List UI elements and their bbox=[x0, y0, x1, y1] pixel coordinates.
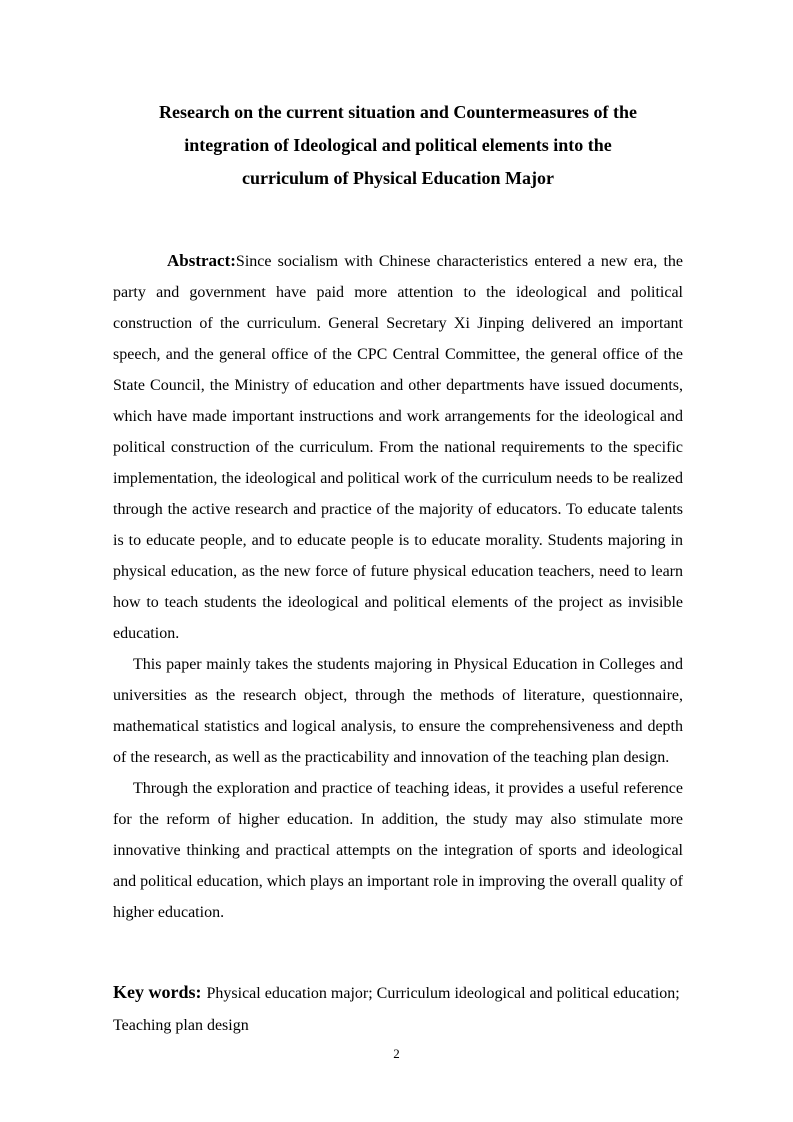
paper-title-line-3: curriculum of Physical Education Major bbox=[242, 168, 554, 188]
keywords-section bbox=[113, 976, 683, 1042]
paper-title-line-2: integration of Ideological and political elements into the bbox=[184, 135, 612, 155]
paper-title bbox=[113, 0, 683, 195]
keywords-label: Key words: bbox=[113, 982, 202, 1002]
abstract-section bbox=[113, 245, 683, 928]
keywords-text: Physical education major; Curriculum ideological and political education; Teaching plan design bbox=[113, 985, 680, 1034]
page-content bbox=[113, 0, 683, 1042]
abstract-label: Abstract: bbox=[167, 251, 236, 270]
abstract-paragraph-1 bbox=[113, 245, 683, 649]
abstract-paragraph-1-text: Since socialism with Chinese characteristics entered a new era, the party and government have paid more attention to the ideological and political construction of the curriculum. General Secretary Xi Jinping delivered an important speech, and the general office of the CPC Central Committee, the general office of the State Council, the Ministry of education and other departments have issued documents, which have made important instructions and work arrangements for the ideological and political construction of the curriculum. From the national requirements to the specific implementation, the ideological and political work of the curriculum needs to be realized through the active research and practice of the majority of educators. To educate talents is to educate people, and to educate people is to educate morality. Students majoring in physical education, as the new force of future physical education teachers, need to learn how to teach students the ideological and political elements of the project as invisible education. bbox=[113, 253, 683, 642]
page-number: 2 bbox=[393, 1046, 400, 1061]
abstract-paragraph-3: Through the exploration and practice of teaching ideas, it provides a useful reference for the reform of higher education. In addition, the study may also stimulate more innovative thinking and practical attempts on the integration of sports and ideological and political education, which plays an important role in improving the overall quality of higher education. bbox=[113, 780, 683, 921]
abstract-paragraph-2: This paper mainly takes the students majoring in Physical Education in Colleges and universities as the research object, through the methods of literature, questionnaire, mathematical statistics and logical analysis, to ensure the comprehensiveness and depth of the research, as well as the practicability and innovation of the teaching plan design. bbox=[113, 656, 683, 766]
paper-title-line-1: Research on the current situation and Countermeasures of the bbox=[159, 102, 637, 122]
